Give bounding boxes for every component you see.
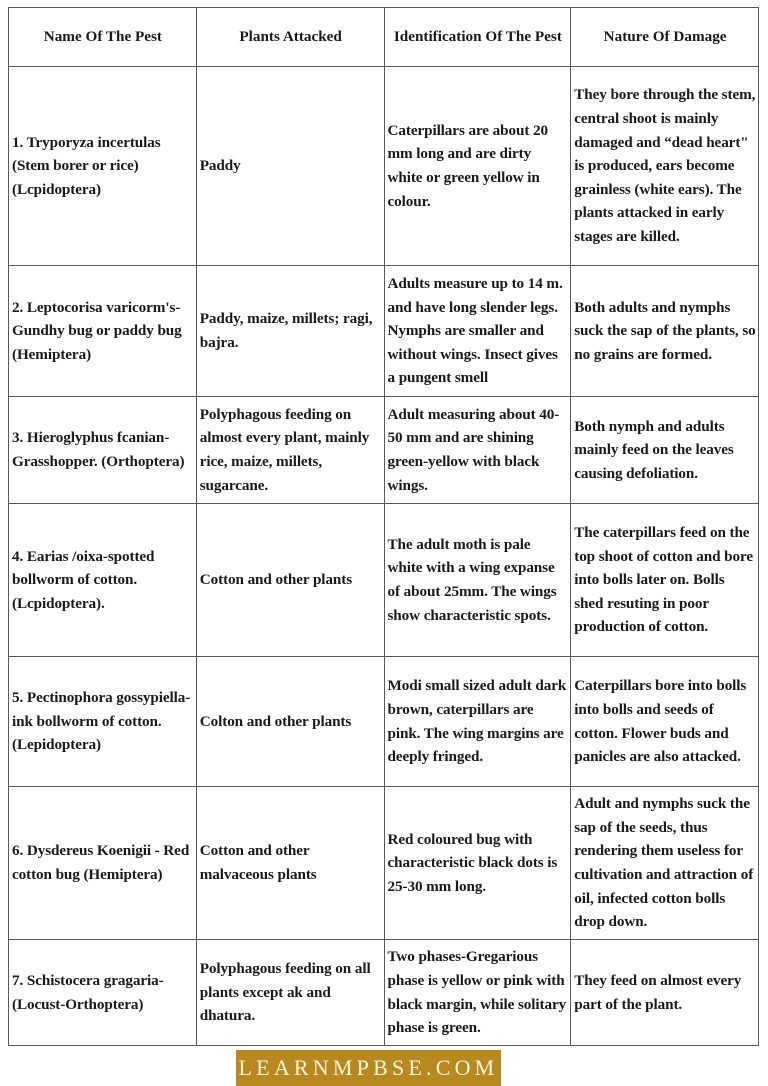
cell-nature-of-damage: Both adults and nymphs suck the sap of the plants, so no grains are formed. [571,266,759,397]
cell-nature-of-damage: They feed on almost every part of the plant. [571,940,759,1046]
header-pest-name: Name Of The Pest [9,8,197,67]
cell-plants-attacked: Colton and other plants [196,657,384,787]
cell-pest-name: 1. Tryporyza incertulas (Stem borer or rice) (Lcpidoptera) [9,67,197,266]
cell-plants-attacked: Cotton and other plants [196,504,384,657]
watermark-text: LEARNMPBSE.COM [238,1055,499,1080]
cell-plants-attacked: Paddy, maize, millets; ragi, bajra. [196,266,384,397]
table-row [9,940,759,1046]
cell-nature-of-damage: They bore through the stem, central shoot is mainly damaged and “dead heart" is produced, ears become grainless (white ears). The plants attacked in early stages are killed. [571,67,759,266]
cell-identification: Modi small sized adult dark brown, caterpillars are pink. The wing margins are deeply fringed. [384,657,571,787]
cell-plants-attacked: Cotton and other malvaceous plants [196,787,384,940]
cell-plants-attacked: Polyphagous feeding on almost every plant, mainly rice, maize, millets, sugarcane. [196,397,384,504]
cell-plants-attacked: Paddy [196,67,384,266]
cell-identification: Two phases-Gregarious phase is yellow or pink with black margin, while solitary phase is green. [384,940,571,1046]
header-identification: Identification Of The Pest [384,8,571,67]
cell-pest-name: 5. Pectinophora gossypiella-ink bollworm of cotton. (Lepidoptera) [9,657,197,787]
table-row [9,787,759,940]
cell-nature-of-damage: Caterpillars bore into bolls into bolls and seeds of cotton. Flower buds and panicles are also attacked. [571,657,759,787]
watermark-badge [236,1050,501,1086]
header-nature-of-damage: Nature Of Damage [571,8,759,67]
table-header-row [9,8,759,67]
cell-pest-name: 6. Dysdereus Koenigii - Red cotton bug (Hemiptera) [9,787,197,940]
cell-pest-name: 7. Schistocera gragaria-(Locust-Orthoptera) [9,940,197,1046]
cell-pest-name: 3. Hieroglyphus fcanian-Grasshopper. (Orthoptera) [9,397,197,504]
table-row [9,266,759,397]
cell-identification: Adult measuring about 40-50 mm and are shining green-yellow with black wings. [384,397,571,504]
cell-identification: The adult moth is pale white with a wing expanse of about 25mm. The wings show characteristic spots. [384,504,571,657]
cell-nature-of-damage: Both nymph and adults mainly feed on the leaves causing defoliation. [571,397,759,504]
header-plants-attacked: Plants Attacked [196,8,384,67]
cell-identification: Caterpillars are about 20 mm long and are dirty white or green yellow in colour. [384,67,571,266]
table-row [9,67,759,266]
cell-identification: Red coloured bug with characteristic black dots is 25-30 mm long. [384,787,571,940]
table-row [9,657,759,787]
cell-identification: Adults measure up to 14 m. and have long slender legs. Nymphs are smaller and without wings. Insect gives a pungent smell [384,266,571,397]
cell-plants-attacked: Polyphagous feeding on all plants except ak and dhatura. [196,940,384,1046]
cell-pest-name: 2. Leptocorisa varicorm's-Gundhy bug or paddy bug (Hemiptera) [9,266,197,397]
table-row [9,504,759,657]
table-row [9,397,759,504]
cell-nature-of-damage: The caterpillars feed on the top shoot of cotton and bore into bolls later on. Bolls shed resuting in poor production of cotton. [571,504,759,657]
pest-table [8,7,759,1046]
cell-pest-name: 4. Earias /oixa-spotted bollworm of cotton. (Lcpidoptera). [9,504,197,657]
cell-nature-of-damage: Adult and nymphs suck the sap of the seeds, thus rendering them useless for cultivation and attraction of oil, infected cotton bolls drop down. [571,787,759,940]
